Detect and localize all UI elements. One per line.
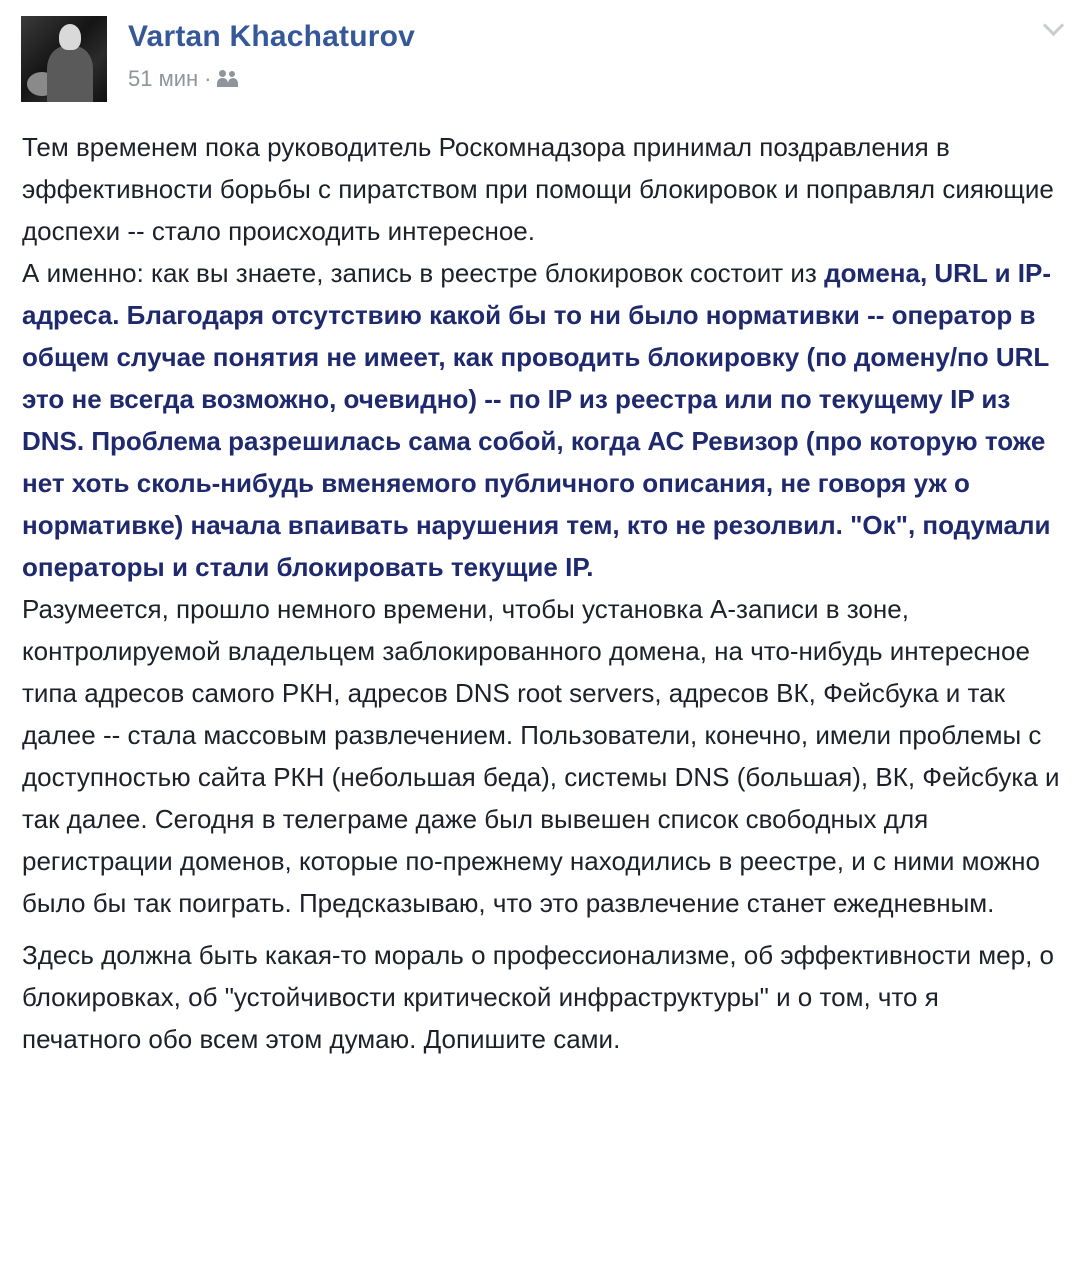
post-paragraph-3: Разумеется, прошло немного времени, чтобы установка А-записи в зоне, контролируемой владельцем заблокированного домена, на что-нибудь интересное типа адресов самого РКН, адресов DNS root servers, адресов ВК, Фейсбука и так далее -- стала массовым развлечением. Пользователи, конечно, имели проблемы с доступностью сайта РКН (небольшая беда), системы DNS (большая), ВК, Фейсбука и так далее. Сегодня в телеграме даже был вывешен список свободных для регистрации доменов, которые по-прежнему находились в реестре, и с ними можно было бы так поиграть. Предсказываю, что это развлечение станет ежедневным. [22,594,1060,918]
avatar-shape [47,46,93,102]
post-body [22,126,1062,1060]
meta-separator: · [204,66,212,91]
chevron-down-icon[interactable] [1044,18,1062,36]
post-timestamp[interactable]: 51 мин [128,66,199,91]
post-paragraph-1: Тем временем пока руководитель Роскомнадзора принимал поздравления в эффективности борьбы с пиратством при помощи блокировок и поправлял сияющие доспехи -- стало происходить интересное. [22,132,1054,246]
post-paragraph-2 [22,252,1062,588]
post-paragraph-4: Здесь должна быть какая-то мораль о профессионализме, об эффективности мер, о блокировках, об "устойчивости критической инфраструктуры" и о том, что я печатного обо всем этом думаю. Допишите сами. [22,940,1054,1054]
post-meta [128,66,239,92]
avatar-shape [59,24,81,50]
paragraph-2-text: А именно: как вы знаете, запись в реестре блокировок состоит из [22,258,825,288]
friends-icon[interactable] [217,70,239,88]
author-name[interactable]: Vartan Khachaturov [128,20,416,53]
author-avatar[interactable] [21,16,107,102]
highlighted-text: домена, URL и IP-адреса. Благодаря отсутствию какой бы то ни было нормативки -- оператор в общем случае понятия не имеет, как проводить блокировку (по домену/по URL это не всегда возможно, очевидно) -- по IP из реестра или по текущему IP из DNS. Проблема разрешилась сама собой, когда АС Ревизор (про которую тоже нет хоть сколь-нибудь вменяемого публичного описания, не говоря уж о нормативке) начала впаивать нарушения тем, кто не резолвил. "Ок", подумали операторы и стали блокировать текущие IP. [22,258,1052,582]
